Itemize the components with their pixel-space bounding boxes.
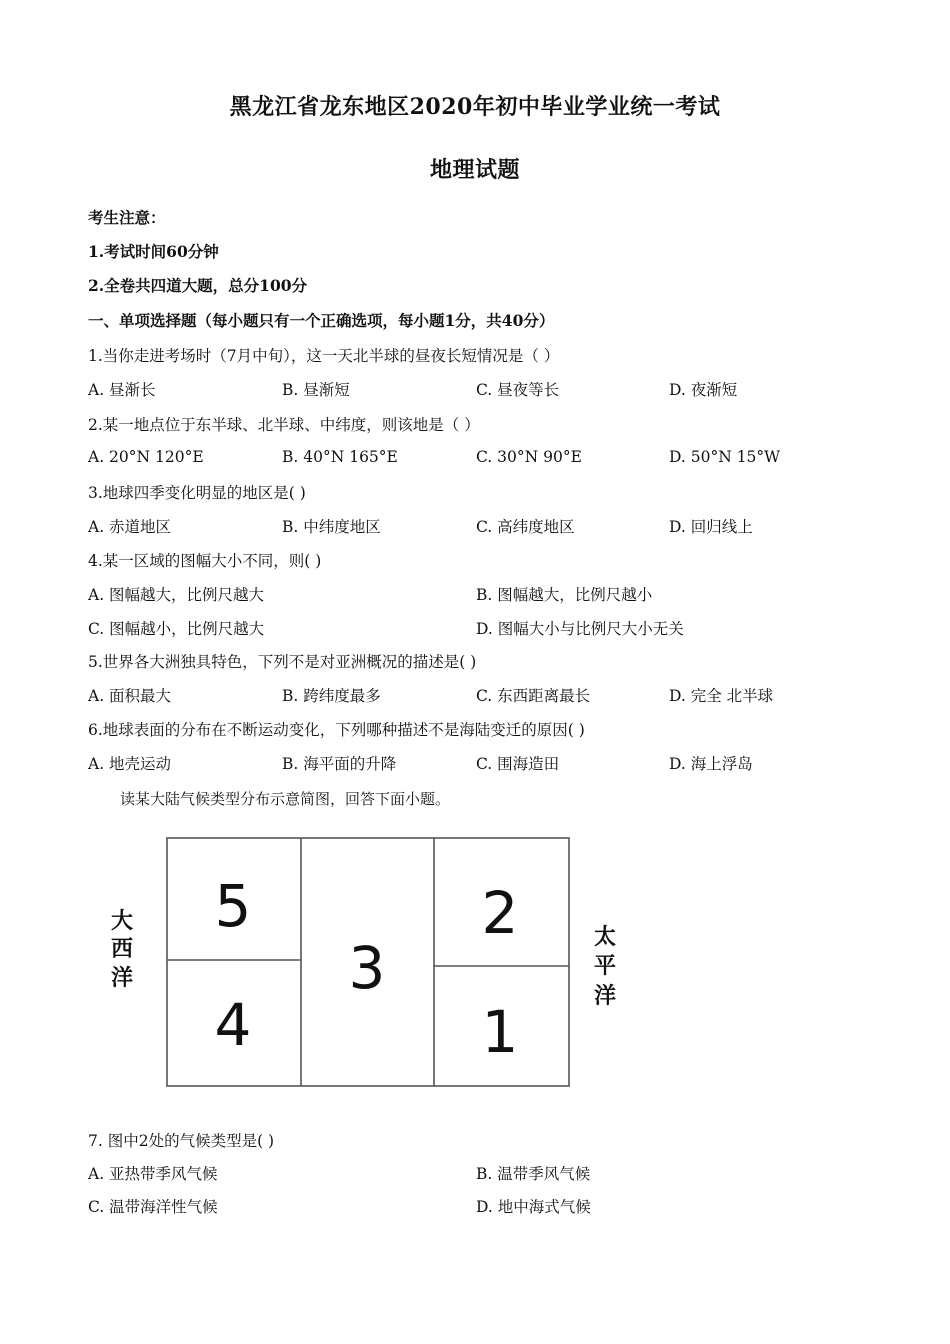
question-option: D. 海上浮岛 bbox=[669, 755, 753, 773]
question-option: D. 地中海式气候 bbox=[476, 1198, 591, 1216]
question-option: A. 图幅越大，比例尺越大 bbox=[88, 586, 265, 604]
question-stem: 7. 图中2处的气候类型是( ) bbox=[88, 1132, 275, 1150]
question-stem: 1.当你走进考场时（7月中旬），这一天北半球的昼夜长短情况是（ ） bbox=[88, 347, 560, 365]
question-option: B. 温带季风气候 bbox=[476, 1165, 591, 1183]
climate-map bbox=[100, 828, 640, 1098]
notice-item: 2.全卷共四道大题，总分100分 bbox=[88, 276, 308, 295]
pacific-label-char: 洋 bbox=[593, 984, 617, 1009]
exam-subtitle: 地理试题 bbox=[429, 157, 520, 183]
pacific-label-char: 平 bbox=[593, 954, 617, 979]
exam-title: 黑龙江省龙东地区2020年初中毕业学业统一考试 bbox=[229, 94, 721, 120]
question-stem: 5.世界各大洲独具特色，下列不是对亚洲概况的描述是( ) bbox=[88, 653, 477, 671]
climate-map-svg bbox=[100, 828, 640, 1098]
question-option: A. 地壳运动 bbox=[88, 755, 172, 773]
question-option: C. 昼夜等长 bbox=[476, 381, 560, 399]
question-option: C. 温带海洋性气候 bbox=[88, 1198, 218, 1216]
notice-item: 1.考试时间60分钟 bbox=[88, 242, 219, 261]
map-intro: 读某大陆气候类型分布示意简图，回答下面小题。 bbox=[120, 790, 451, 808]
question-option: C. 图幅越小，比例尺越大 bbox=[88, 620, 265, 638]
question-option: D. 夜渐短 bbox=[669, 381, 738, 399]
question-option: B. 跨纬度最多 bbox=[282, 687, 381, 705]
atlantic-label-char: 大 bbox=[110, 909, 134, 934]
question-option: C. 高纬度地区 bbox=[476, 518, 575, 536]
question-option: A. 赤道地区 bbox=[88, 518, 172, 536]
question-stem: 3.地球四季变化明显的地区是( ) bbox=[88, 484, 306, 502]
question-option: C. 围海造田 bbox=[476, 755, 560, 773]
question-option: C. 东西距离最长 bbox=[476, 687, 591, 705]
question-option: B. 昼渐短 bbox=[282, 381, 350, 399]
question-stem: 6.地球表面的分布在不断运动变化，下列哪种描述不是海陆变迁的原因( ) bbox=[88, 721, 585, 739]
question-option: A. 20°N 120°E bbox=[88, 448, 204, 466]
question-stem: 4.某一区域的图幅大小不同，则( ) bbox=[88, 552, 322, 570]
question-option: B. 40°N 165°E bbox=[282, 448, 398, 466]
question-stem: 2.某一地点位于东半球、北半球、中纬度，则该地是（ ） bbox=[88, 416, 480, 434]
question-option: B. 海平面的升降 bbox=[282, 755, 397, 773]
region-number-1: 1 bbox=[481, 998, 519, 1066]
question-option: C. 30°N 90°E bbox=[476, 448, 582, 466]
region-number-2: 2 bbox=[481, 879, 519, 947]
question-option: D. 完全 北半球 bbox=[669, 687, 774, 705]
question-option: B. 图幅越大，比例尺越小 bbox=[476, 586, 653, 604]
question-option: D. 图幅大小与比例尺大小无关 bbox=[476, 620, 684, 638]
atlantic-label-char: 西 bbox=[110, 937, 134, 962]
atlantic-label-char: 洋 bbox=[110, 966, 134, 991]
question-option: B. 中纬度地区 bbox=[282, 518, 381, 536]
region-number-5: 5 bbox=[214, 872, 252, 940]
pacific-label-char: 太 bbox=[593, 925, 617, 950]
question-option: A. 面积最大 bbox=[88, 687, 172, 705]
question-option: D. 50°N 15°W bbox=[669, 448, 781, 466]
question-option: A. 亚热带季风气候 bbox=[88, 1165, 218, 1183]
notice-heading: 考生注意： bbox=[88, 208, 166, 227]
region-number-3: 3 bbox=[348, 934, 386, 1002]
section-heading: 一、单项选择题（每小题只有一个正确选项，每小题1分，共40分） bbox=[88, 311, 555, 330]
region-number-4: 4 bbox=[214, 991, 252, 1059]
question-option: D. 回归线上 bbox=[669, 518, 753, 536]
question-option: A. 昼渐长 bbox=[88, 381, 156, 399]
